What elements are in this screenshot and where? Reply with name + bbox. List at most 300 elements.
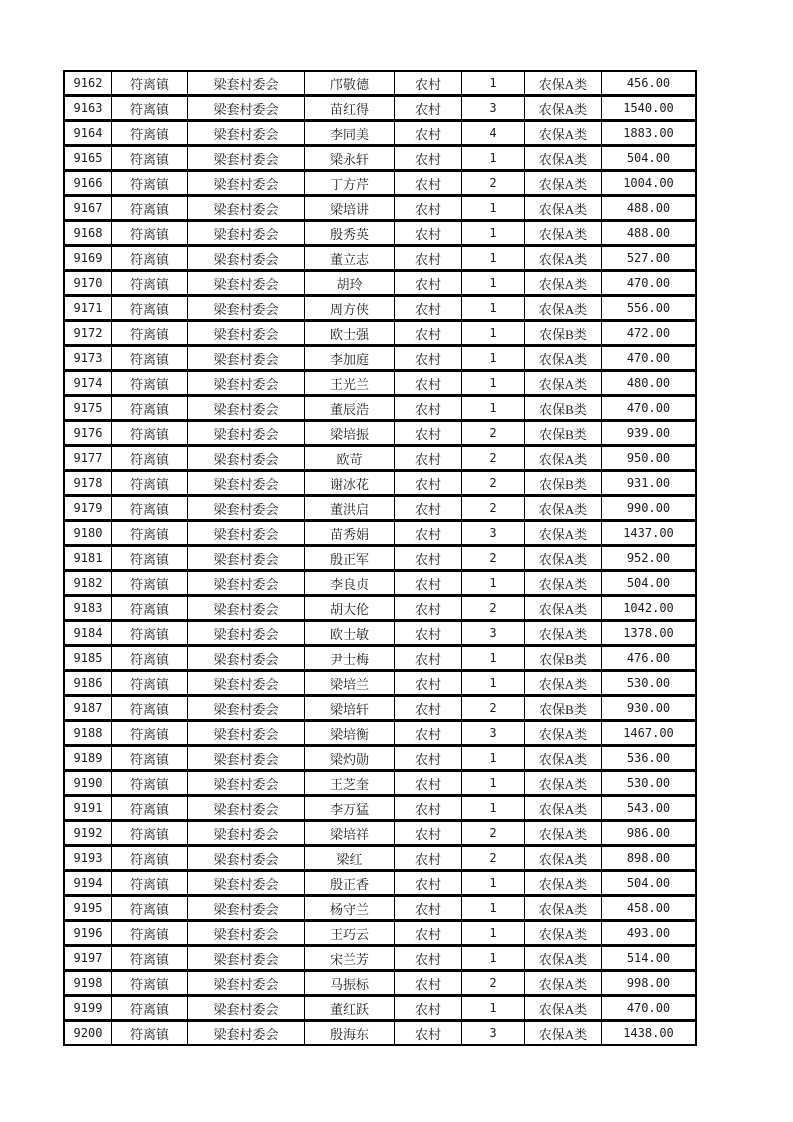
cell-residence-type: 农村 xyxy=(394,222,461,244)
cell-row-id: 9169 xyxy=(73,251,103,265)
cell-amount: 504.00 xyxy=(601,872,695,894)
cell-person-name: 梁灼勋 xyxy=(304,747,394,769)
cell-person-name: 苗秀娟 xyxy=(304,522,394,544)
cell-town: 符离镇 xyxy=(111,747,187,769)
cell-row-id: 9172 xyxy=(73,326,103,340)
cell-residence-type: 农村 xyxy=(394,272,461,294)
cell-town: 符离镇 xyxy=(111,797,187,819)
cell-row-id: 9173 xyxy=(73,351,103,365)
table-row xyxy=(64,746,696,770)
cell-residence-type: 农村 xyxy=(394,172,461,194)
cell-row-id: 9162 xyxy=(73,76,103,90)
cell-person-count: 1 xyxy=(461,647,524,669)
cell-row-id: 9188 xyxy=(73,726,103,740)
cell-person-count: 1 xyxy=(461,897,524,919)
cell-person-count: 1 xyxy=(461,922,524,944)
table-row xyxy=(64,596,696,620)
cell-person-name: 欧苛 xyxy=(304,447,394,469)
cell-row-id: 9174 xyxy=(73,376,103,390)
cell-person-name: 王芝奎 xyxy=(304,772,394,794)
cell-amount: 950.00 xyxy=(601,447,695,469)
cell-insurance-category: 农保A类 xyxy=(524,372,601,394)
cell-person-count: 1 xyxy=(461,872,524,894)
cell-insurance-category: 农保A类 xyxy=(524,947,601,969)
cell-row-id: 9165 xyxy=(73,151,103,165)
table-row xyxy=(64,421,696,445)
table-row xyxy=(64,696,696,720)
cell-person-name: 梁培兰 xyxy=(304,672,394,694)
table-row xyxy=(64,946,696,970)
cell-person-name: 谢冰花 xyxy=(304,472,394,494)
cell-insurance-category: 农保B类 xyxy=(524,697,601,719)
cell-town: 符离镇 xyxy=(111,197,187,219)
cell-person-name: 马振标 xyxy=(304,972,394,994)
cell-insurance-category: 农保A类 xyxy=(524,822,601,844)
cell-row-id: 9171 xyxy=(73,301,103,315)
table-row xyxy=(64,71,696,95)
cell-residence-type: 农村 xyxy=(394,72,461,94)
cell-row-id: 9195 xyxy=(73,901,103,915)
cell-person-count: 3 xyxy=(461,1022,524,1044)
cell-amount: 986.00 xyxy=(601,822,695,844)
cell-village-committee: 梁套村委会 xyxy=(187,572,304,594)
cell-town: 符离镇 xyxy=(111,822,187,844)
cell-town: 符离镇 xyxy=(111,97,187,119)
cell-row-id: 9187 xyxy=(73,701,103,715)
cell-person-count: 3 xyxy=(461,722,524,744)
cell-amount: 998.00 xyxy=(601,972,695,994)
cell-person-name: 丁方芹 xyxy=(304,172,394,194)
cell-row-id: 9166 xyxy=(73,176,103,190)
cell-person-count: 1 xyxy=(461,797,524,819)
table-row xyxy=(64,96,696,120)
cell-amount: 990.00 xyxy=(601,497,695,519)
cell-residence-type: 农村 xyxy=(394,847,461,869)
cell-person-count: 1 xyxy=(461,672,524,694)
cell-town: 符离镇 xyxy=(111,622,187,644)
cell-insurance-category: 农保A类 xyxy=(524,547,601,569)
table-body xyxy=(64,71,696,1045)
cell-residence-type: 农村 xyxy=(394,747,461,769)
cell-person-count: 2 xyxy=(461,172,524,194)
cell-person-count: 2 xyxy=(461,497,524,519)
cell-town: 符离镇 xyxy=(111,547,187,569)
cell-town: 符离镇 xyxy=(111,597,187,619)
table-row xyxy=(64,871,696,895)
cell-amount: 1883.00 xyxy=(601,122,695,144)
cell-row-id: 9197 xyxy=(73,951,103,965)
cell-person-name: 苗红得 xyxy=(304,97,394,119)
cell-insurance-category: 农保A类 xyxy=(524,147,601,169)
cell-person-name: 殷正军 xyxy=(304,547,394,569)
cell-insurance-category: 农保A类 xyxy=(524,622,601,644)
cell-person-name: 梁培轩 xyxy=(304,697,394,719)
cell-row-id: 9190 xyxy=(73,776,103,790)
cell-town: 符离镇 xyxy=(111,922,187,944)
cell-residence-type: 农村 xyxy=(394,347,461,369)
cell-amount: 470.00 xyxy=(601,997,695,1019)
cell-town: 符离镇 xyxy=(111,122,187,144)
cell-village-committee: 梁套村委会 xyxy=(187,797,304,819)
cell-amount: 488.00 xyxy=(601,222,695,244)
cell-town: 符离镇 xyxy=(111,147,187,169)
cell-town: 符离镇 xyxy=(111,172,187,194)
cell-residence-type: 农村 xyxy=(394,97,461,119)
cell-person-count: 1 xyxy=(461,947,524,969)
cell-person-name: 王光兰 xyxy=(304,372,394,394)
table-row xyxy=(64,1021,696,1045)
cell-person-name: 殷秀英 xyxy=(304,222,394,244)
cell-person-name: 欧士强 xyxy=(304,322,394,344)
cell-insurance-category: 农保B类 xyxy=(524,322,601,344)
cell-insurance-category: 农保A类 xyxy=(524,172,601,194)
cell-residence-type: 农村 xyxy=(394,997,461,1019)
cell-row-id: 9193 xyxy=(73,851,103,865)
cell-residence-type: 农村 xyxy=(394,597,461,619)
cell-amount: 1438.00 xyxy=(601,1022,695,1044)
cell-village-committee: 梁套村委会 xyxy=(187,522,304,544)
cell-insurance-category: 农保A类 xyxy=(524,1022,601,1044)
cell-row-id: 9184 xyxy=(73,626,103,640)
cell-residence-type: 农村 xyxy=(394,922,461,944)
cell-row-id: 9176 xyxy=(73,426,103,440)
cell-residence-type: 农村 xyxy=(394,972,461,994)
cell-insurance-category: 农保A类 xyxy=(524,997,601,1019)
cell-town: 符离镇 xyxy=(111,247,187,269)
cell-insurance-category: 农保A类 xyxy=(524,122,601,144)
cell-amount: 470.00 xyxy=(601,347,695,369)
cell-town: 符离镇 xyxy=(111,297,187,319)
table-row xyxy=(64,771,696,795)
cell-amount: 493.00 xyxy=(601,922,695,944)
cell-village-committee: 梁套村委会 xyxy=(187,347,304,369)
cell-village-committee: 梁套村委会 xyxy=(187,372,304,394)
cell-town: 符离镇 xyxy=(111,422,187,444)
cell-village-committee: 梁套村委会 xyxy=(187,297,304,319)
cell-person-name: 周方侠 xyxy=(304,297,394,319)
cell-village-committee: 梁套村委会 xyxy=(187,872,304,894)
cell-person-name: 董红跃 xyxy=(304,997,394,1019)
cell-town: 符离镇 xyxy=(111,322,187,344)
cell-residence-type: 农村 xyxy=(394,422,461,444)
cell-town: 符离镇 xyxy=(111,697,187,719)
cell-person-name: 梁培祥 xyxy=(304,822,394,844)
cell-amount: 476.00 xyxy=(601,647,695,669)
cell-person-count: 1 xyxy=(461,322,524,344)
cell-person-name: 胡大伦 xyxy=(304,597,394,619)
cell-amount: 472.00 xyxy=(601,322,695,344)
cell-town: 符离镇 xyxy=(111,72,187,94)
cell-town: 符离镇 xyxy=(111,872,187,894)
table-row xyxy=(64,721,696,745)
cell-village-committee: 梁套村委会 xyxy=(187,997,304,1019)
cell-amount: 1004.00 xyxy=(601,172,695,194)
cell-person-name: 李万猛 xyxy=(304,797,394,819)
cell-town: 符离镇 xyxy=(111,497,187,519)
cell-person-name: 梁培讲 xyxy=(304,197,394,219)
table-row xyxy=(64,521,696,545)
table-row xyxy=(64,971,696,995)
cell-row-id: 9191 xyxy=(73,801,103,815)
cell-town: 符离镇 xyxy=(111,397,187,419)
cell-row-id: 9180 xyxy=(73,526,103,540)
cell-residence-type: 农村 xyxy=(394,122,461,144)
cell-village-committee: 梁套村委会 xyxy=(187,197,304,219)
cell-village-committee: 梁套村委会 xyxy=(187,597,304,619)
cell-town: 符离镇 xyxy=(111,672,187,694)
cell-village-committee: 梁套村委会 xyxy=(187,647,304,669)
cell-village-committee: 梁套村委会 xyxy=(187,147,304,169)
cell-person-name: 梁培振 xyxy=(304,422,394,444)
table-row xyxy=(64,846,696,870)
cell-insurance-category: 农保A类 xyxy=(524,272,601,294)
cell-row-id: 9177 xyxy=(73,451,103,465)
table-row xyxy=(64,321,696,345)
cell-residence-type: 农村 xyxy=(394,397,461,419)
cell-person-name: 胡玲 xyxy=(304,272,394,294)
cell-insurance-category: 农保A类 xyxy=(524,447,601,469)
cell-village-committee: 梁套村委会 xyxy=(187,272,304,294)
cell-town: 符离镇 xyxy=(111,722,187,744)
cell-insurance-category: 农保A类 xyxy=(524,972,601,994)
cell-row-id: 9175 xyxy=(73,401,103,415)
cell-village-committee: 梁套村委会 xyxy=(187,847,304,869)
table-row xyxy=(64,171,696,195)
cell-town: 符离镇 xyxy=(111,1022,187,1044)
cell-village-committee: 梁套村委会 xyxy=(187,822,304,844)
cell-row-id: 9189 xyxy=(73,751,103,765)
cell-person-count: 3 xyxy=(461,97,524,119)
cell-insurance-category: 农保A类 xyxy=(524,897,601,919)
table-row xyxy=(64,146,696,170)
cell-insurance-category: 农保B类 xyxy=(524,422,601,444)
table-row xyxy=(64,371,696,395)
cell-amount: 514.00 xyxy=(601,947,695,969)
cell-residence-type: 农村 xyxy=(394,872,461,894)
cell-row-id: 9194 xyxy=(73,876,103,890)
table-row xyxy=(64,271,696,295)
cell-residence-type: 农村 xyxy=(394,772,461,794)
cell-row-id: 9196 xyxy=(73,926,103,940)
cell-amount: 458.00 xyxy=(601,897,695,919)
cell-person-name: 王巧云 xyxy=(304,922,394,944)
cell-town: 符离镇 xyxy=(111,772,187,794)
cell-person-count: 1 xyxy=(461,272,524,294)
cell-village-committee: 梁套村委会 xyxy=(187,322,304,344)
cell-person-name: 尹士梅 xyxy=(304,647,394,669)
cell-village-committee: 梁套村委会 xyxy=(187,97,304,119)
cell-insurance-category: 农保A类 xyxy=(524,797,601,819)
table-row xyxy=(64,471,696,495)
cell-residence-type: 农村 xyxy=(394,647,461,669)
cell-village-committee: 梁套村委会 xyxy=(187,747,304,769)
table-row xyxy=(64,546,696,570)
cell-insurance-category: 农保B类 xyxy=(524,472,601,494)
insurance-roster-table xyxy=(63,70,697,1046)
cell-person-count: 3 xyxy=(461,522,524,544)
cell-person-name: 董辰浩 xyxy=(304,397,394,419)
cell-insurance-category: 农保B类 xyxy=(524,397,601,419)
cell-village-committee: 梁套村委会 xyxy=(187,922,304,944)
cell-person-name: 宋兰芳 xyxy=(304,947,394,969)
cell-residence-type: 农村 xyxy=(394,497,461,519)
cell-village-committee: 梁套村委会 xyxy=(187,497,304,519)
cell-residence-type: 农村 xyxy=(394,472,461,494)
table-row xyxy=(64,621,696,645)
cell-residence-type: 农村 xyxy=(394,572,461,594)
cell-row-id: 9168 xyxy=(73,226,103,240)
cell-residence-type: 农村 xyxy=(394,797,461,819)
cell-residence-type: 农村 xyxy=(394,372,461,394)
cell-town: 符离镇 xyxy=(111,997,187,1019)
cell-residence-type: 农村 xyxy=(394,197,461,219)
table-row xyxy=(64,296,696,320)
cell-insurance-category: 农保A类 xyxy=(524,297,601,319)
cell-amount: 1042.00 xyxy=(601,597,695,619)
cell-person-name: 董洪启 xyxy=(304,497,394,519)
cell-person-name: 欧士敏 xyxy=(304,622,394,644)
cell-person-count: 2 xyxy=(461,472,524,494)
cell-village-committee: 梁套村委会 xyxy=(187,422,304,444)
cell-row-id: 9178 xyxy=(73,476,103,490)
cell-person-count: 1 xyxy=(461,247,524,269)
cell-town: 符离镇 xyxy=(111,472,187,494)
cell-insurance-category: 农保A类 xyxy=(524,522,601,544)
cell-village-committee: 梁套村委会 xyxy=(187,447,304,469)
table-row xyxy=(64,571,696,595)
cell-person-name: 梁培衡 xyxy=(304,722,394,744)
cell-town: 符离镇 xyxy=(111,522,187,544)
cell-village-committee: 梁套村委会 xyxy=(187,172,304,194)
cell-row-id: 9164 xyxy=(73,126,103,140)
cell-row-id: 9181 xyxy=(73,551,103,565)
cell-person-count: 2 xyxy=(461,972,524,994)
cell-village-committee: 梁套村委会 xyxy=(187,697,304,719)
cell-person-count: 1 xyxy=(461,197,524,219)
table-row xyxy=(64,796,696,820)
cell-town: 符离镇 xyxy=(111,347,187,369)
cell-amount: 504.00 xyxy=(601,572,695,594)
cell-village-committee: 梁套村委会 xyxy=(187,122,304,144)
cell-residence-type: 农村 xyxy=(394,322,461,344)
cell-residence-type: 农村 xyxy=(394,697,461,719)
cell-amount: 930.00 xyxy=(601,697,695,719)
cell-amount: 470.00 xyxy=(601,397,695,419)
cell-village-committee: 梁套村委会 xyxy=(187,972,304,994)
cell-person-count: 1 xyxy=(461,347,524,369)
cell-insurance-category: 农保A类 xyxy=(524,872,601,894)
cell-person-count: 2 xyxy=(461,597,524,619)
cell-town: 符离镇 xyxy=(111,272,187,294)
cell-person-count: 2 xyxy=(461,822,524,844)
cell-residence-type: 农村 xyxy=(394,447,461,469)
cell-village-committee: 梁套村委会 xyxy=(187,672,304,694)
cell-town: 符离镇 xyxy=(111,947,187,969)
cell-residence-type: 农村 xyxy=(394,547,461,569)
cell-insurance-category: 农保A类 xyxy=(524,72,601,94)
cell-village-committee: 梁套村委会 xyxy=(187,397,304,419)
cell-insurance-category: 农保A类 xyxy=(524,247,601,269)
table-row xyxy=(64,496,696,520)
cell-town: 符离镇 xyxy=(111,897,187,919)
cell-person-name: 李同美 xyxy=(304,122,394,144)
cell-amount: 504.00 xyxy=(601,147,695,169)
cell-person-name: 董立志 xyxy=(304,247,394,269)
cell-amount: 1467.00 xyxy=(601,722,695,744)
table-row xyxy=(64,196,696,220)
cell-village-committee: 梁套村委会 xyxy=(187,622,304,644)
cell-row-id: 9163 xyxy=(73,101,103,115)
cell-row-id: 9183 xyxy=(73,601,103,615)
cell-person-count: 1 xyxy=(461,997,524,1019)
table-row xyxy=(64,121,696,145)
cell-person-count: 1 xyxy=(461,572,524,594)
cell-insurance-category: 农保A类 xyxy=(524,497,601,519)
cell-village-committee: 梁套村委会 xyxy=(187,72,304,94)
cell-person-count: 3 xyxy=(461,622,524,644)
table-row xyxy=(64,821,696,845)
cell-person-name: 殷海东 xyxy=(304,1022,394,1044)
cell-person-count: 2 xyxy=(461,847,524,869)
table-row xyxy=(64,671,696,695)
table-row xyxy=(64,246,696,270)
cell-amount: 543.00 xyxy=(601,797,695,819)
cell-insurance-category: 农保A类 xyxy=(524,597,601,619)
table-row xyxy=(64,346,696,370)
cell-amount: 527.00 xyxy=(601,247,695,269)
cell-residence-type: 农村 xyxy=(394,147,461,169)
cell-residence-type: 农村 xyxy=(394,247,461,269)
cell-insurance-category: 农保A类 xyxy=(524,672,601,694)
cell-amount: 530.00 xyxy=(601,772,695,794)
cell-person-count: 1 xyxy=(461,747,524,769)
cell-residence-type: 农村 xyxy=(394,1022,461,1044)
cell-person-count: 2 xyxy=(461,697,524,719)
table-row xyxy=(64,446,696,470)
cell-person-count: 2 xyxy=(461,447,524,469)
cell-person-count: 2 xyxy=(461,547,524,569)
cell-amount: 456.00 xyxy=(601,72,695,94)
cell-insurance-category: 农保A类 xyxy=(524,722,601,744)
cell-village-committee: 梁套村委会 xyxy=(187,547,304,569)
cell-person-count: 2 xyxy=(461,422,524,444)
cell-amount: 530.00 xyxy=(601,672,695,694)
cell-amount: 952.00 xyxy=(601,547,695,569)
cell-village-committee: 梁套村委会 xyxy=(187,1022,304,1044)
cell-row-id: 9179 xyxy=(73,501,103,515)
cell-insurance-category: 农保A类 xyxy=(524,847,601,869)
cell-person-name: 梁红 xyxy=(304,847,394,869)
cell-row-id: 9200 xyxy=(73,1026,103,1040)
cell-residence-type: 农村 xyxy=(394,947,461,969)
cell-amount: 1437.00 xyxy=(601,522,695,544)
cell-amount: 556.00 xyxy=(601,297,695,319)
table-row xyxy=(64,921,696,945)
cell-person-count: 1 xyxy=(461,72,524,94)
cell-town: 符离镇 xyxy=(111,847,187,869)
cell-residence-type: 农村 xyxy=(394,722,461,744)
cell-person-count: 1 xyxy=(461,397,524,419)
cell-person-name: 梁永轩 xyxy=(304,147,394,169)
cell-town: 符离镇 xyxy=(111,972,187,994)
cell-insurance-category: 农保A类 xyxy=(524,197,601,219)
cell-amount: 536.00 xyxy=(601,747,695,769)
cell-insurance-category: 农保A类 xyxy=(524,572,601,594)
cell-village-committee: 梁套村委会 xyxy=(187,722,304,744)
cell-person-count: 1 xyxy=(461,372,524,394)
cell-row-id: 9198 xyxy=(73,976,103,990)
cell-residence-type: 农村 xyxy=(394,522,461,544)
